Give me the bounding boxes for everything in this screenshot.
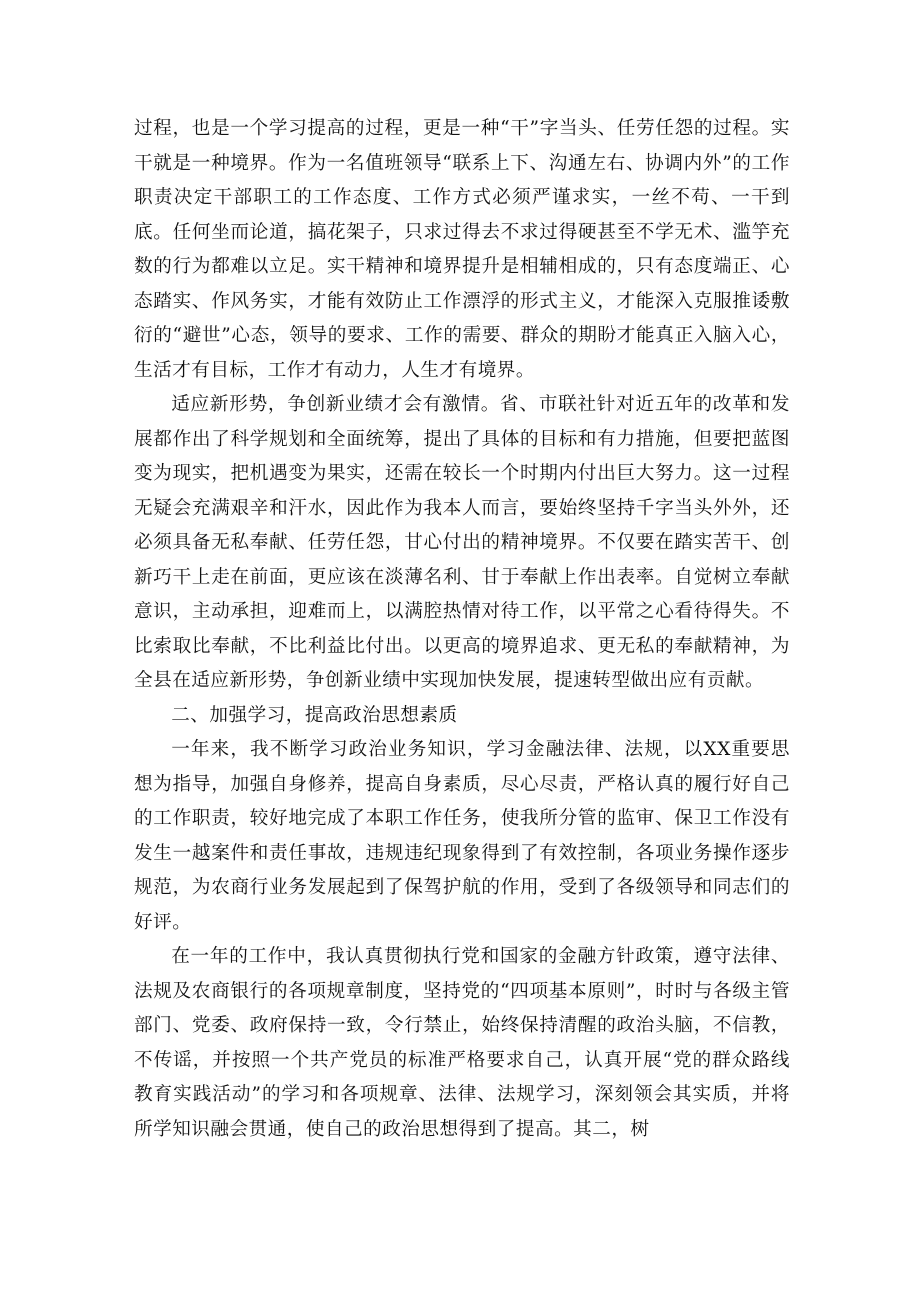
section-heading: 二、加强学习，提高政治思想素质 — [171, 704, 458, 726]
paragraph-4: 在一年的工作中，我认真贯彻执行党和国家的金融方针政策，遵守法律、法规及农商银行的各项规章制度，坚持党的“四项基本原则”，时时与各级主管部门、党委、政府保持一致，令行禁止，始终保持清醒的政治头脑，不信教，不传谣，并按照一个共产党员的标准严格要求自己，认真开展“党的群众路线教育实践活动”的学习和各项规章、法律、法规学习，深刻领会其实质，并将所学知识融会贯通，使自己的政治思想得到了提高。其二，树 — [134, 946, 790, 1140]
paragraph-3: 一年来，我不断学习政治业务知识，学习金融法律、法规，以XX重要思想为指导，加强自身修养，提高自身素质，尽心尽责，严格认真的履行好自己的工作职责，较好地完成了本职工作任务，使我所分管的监审、保卫工作没有发生一越案件和责任事故，违规违纪现象得到了有效控制，各项业务操作逐步规范，为农商行业务发展起到了保驾护航的作用，受到了各级领导和同志们的好评。 — [134, 739, 790, 933]
paragraph-2: 适应新形势，争创新业绩才会有激情。省、市联社针对近五年的改革和发展都作出了科学规划和全面统筹，提出了具体的目标和有力措施，但要把蓝图变为现实，把机遇变为果实，还需在较长一个时期内付出巨大努力。这一过程无疑会充满艰辛和汗水，因此作为我本人而言，要始终坚持千字当头外外，还必须具备无私奉献、任劳任怨，甘心付出的精神境界。不仅要在踏实苦干、创新巧干上走在前面，更应该在淡薄名利、甘于奉献上作出表率。自觉树立奉献意识，主动承担，迎难而上，以满腔热情对待工作，以平常之心看待得失。不比索取比奉献，不比利益比付出。以更高的境界追求、更无私的奉献精神，为全县在适应新形势，争创新业绩中实现加快发展，提速转型做出应有贡献。 — [134, 394, 790, 691]
paragraph-1: 过程，也是一个学习提高的过程，更是一种“干”字当头、任劳任怨的过程。实干就是一种境界。作为一名值班领导“联系上下、沟通左右、协调内外”的工作职责决定干部职工的工作态度、工作方式必须严谨求实，一丝不苟、一干到底。任何坐而论道，搞花架子，只求过得去不求过得硬甚至不学无术、滥竽充数的行为都难以立足。实干精神和境界提升是相辅相成的，只有态度端正、心态踏实、作风务实，才能有效防止工作漂浮的形式主义，才能深入克服推诿敷衍的“避世”心态，领导的要求、工作的需要、群众的期盼才能真正入脑入心，生活才有目标，工作才有动力，人生才有境界。 — [134, 118, 790, 381]
document-page — [134, 112, 790, 1147]
